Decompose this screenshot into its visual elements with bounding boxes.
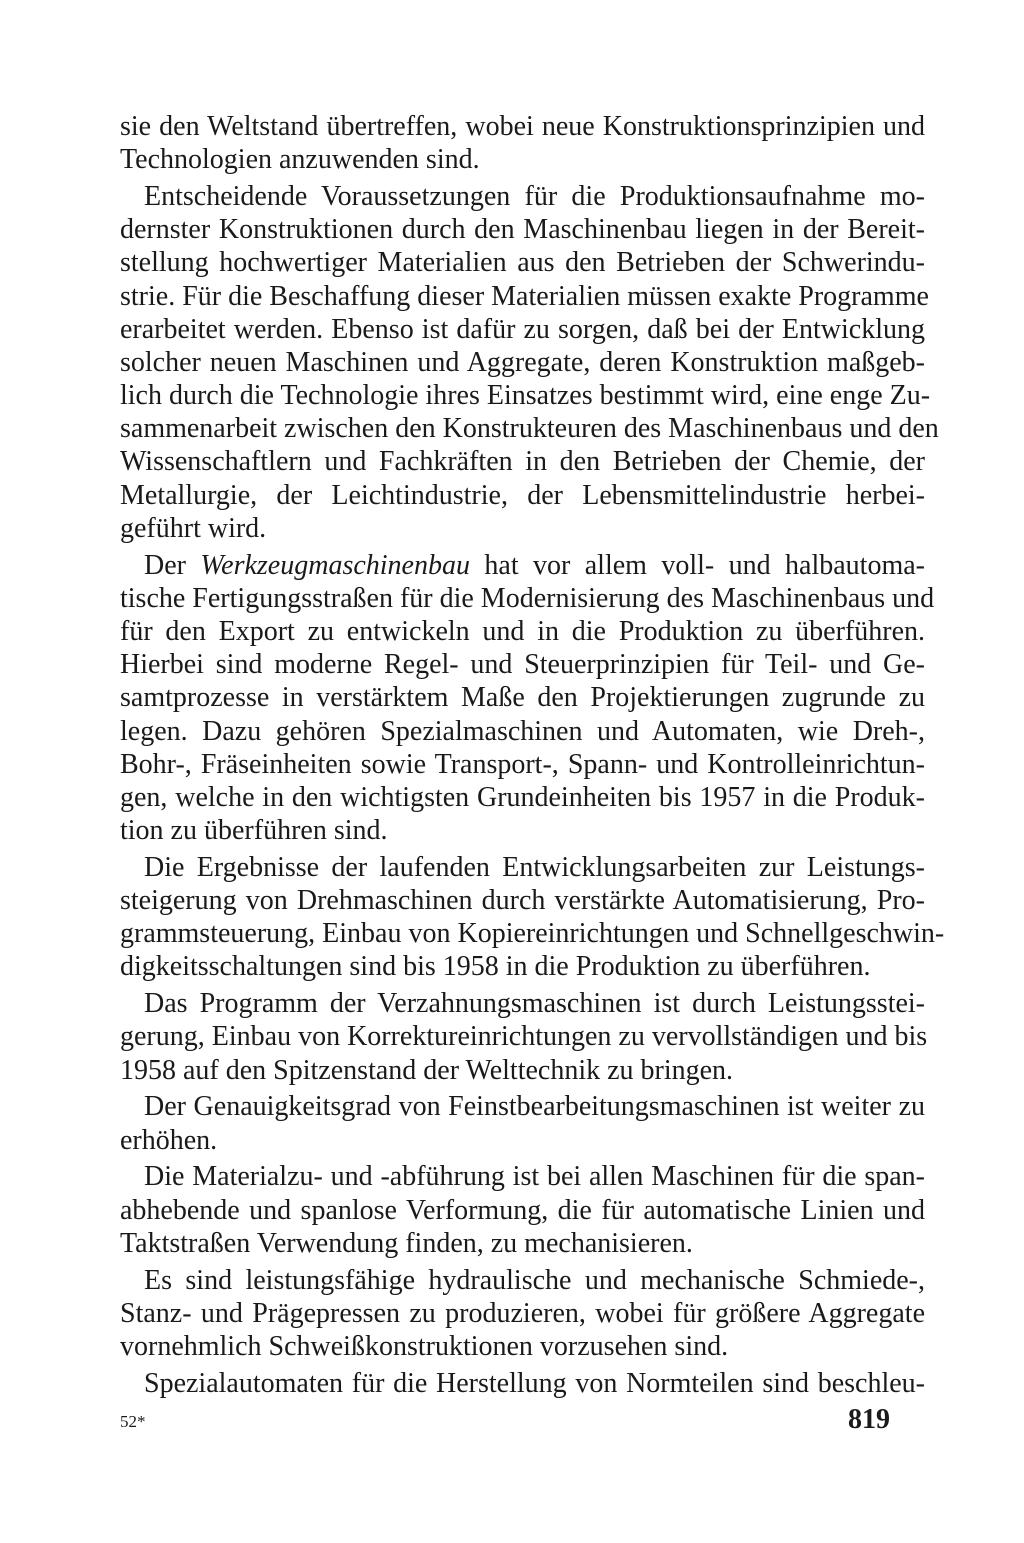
page-number: 819 — [848, 1404, 890, 1435]
text-line: Die Materialzu- und -abführung ist bei allen Maschinen für die span- — [144, 1161, 925, 1193]
text-line: stellung hochwertiger Materialien aus den Betrieben der Schwerindu- — [120, 247, 925, 279]
text-line — [120, 549, 925, 582]
lead-rest: hat vor allem voll- und halbautoma- — [469, 549, 925, 581]
text-line: Taktstraßen Verwendung finden, zu mechanisieren. — [120, 1227, 693, 1259]
text-line: sie den Weltstand übertreffen, wobei neue Konstruktionsprinzipien und — [120, 111, 925, 142]
text-line: Der Genauigkeitsgrad von Feinstbearbeitungsmaschinen ist weiter zu — [144, 1091, 925, 1123]
paragraph-2 — [120, 180, 939, 545]
paragraph-6 — [120, 1090, 925, 1156]
text-line: erhöhen. — [120, 1124, 218, 1156]
paragraph-3 — [120, 549, 935, 848]
body-text — [120, 110, 945, 1403]
text-line: lich durch die Technologie ihres Einsatzes bestimmt wird, eine enge Zu- — [120, 380, 931, 412]
text-line: Es sind leistungsfähige hydraulische und mechanische Schmiede-, — [144, 1264, 925, 1296]
text-line: abhebende und spanlose Verformung, die für automatische Linien und — [120, 1194, 925, 1226]
paragraph-1 — [120, 110, 925, 176]
paragraph-8 — [120, 1264, 925, 1364]
paragraph-4 — [120, 851, 945, 984]
text-line: sammenarbeit zwischen den Konstrukteuren des Maschinenbaus und den — [120, 413, 939, 445]
text-line: tion zu überführen sind. — [120, 815, 388, 847]
text-line: grammsteuerung, Einbau von Kopiereinrichtungen und Schnellgeschwin- — [120, 918, 945, 950]
text-line: digkeitsschaltungen sind bis 1958 in die Produktion zu überführen. — [120, 951, 871, 983]
text-line: gerung, Einbau von Korrektureinrichtungen zu vervollständigen und bis — [120, 1021, 928, 1053]
text-line: legen. Dazu gehören Spezialmaschinen und Automaten, wie Dreh-, — [120, 715, 925, 747]
emphasis-werkzeugmaschinenbau: Werkzeugmaschinenbau — [200, 549, 470, 581]
text-line: erarbeitet werden. Ebenso ist dafür zu sorgen, daß bei der Entwicklung — [120, 313, 925, 345]
text-line: für den Export zu entwickeln und in die Produktion zu überführen. — [120, 616, 925, 647]
text-line: dernster Konstruktionen durch den Maschinenbau liegen in der Bereit- — [120, 214, 925, 246]
signature-mark: 52* — [120, 1412, 146, 1431]
text-line: 1958 auf den Spitzenstand der Welttechnik zu bringen. — [120, 1054, 734, 1086]
text-line: Stanz- und Prägepressen zu produzieren, wobei für größere Aggregate — [120, 1297, 925, 1329]
lead-plain: Der — [144, 549, 201, 581]
text-line: steigerung von Drehmaschinen durch verstärkte Automatisierung, Pro- — [120, 885, 925, 917]
text-line: Die Ergebnisse der laufenden Entwicklungsarbeiten zur Leistungs- — [144, 851, 925, 883]
text-line: geführt wird. — [120, 512, 267, 544]
text-line: gen, welche in den wichtigsten Grundeinheiten bis 1957 in die Produk- — [120, 781, 925, 813]
text-line: tische Fertigungsstraßen für die Modernisierung des Maschinenbaus und — [120, 582, 935, 614]
text-line: Entscheidende Voraussetzungen für die Produktionsaufnahme mo- — [144, 180, 925, 212]
paragraph-5 — [120, 987, 928, 1087]
text-line: Metallurgie, der Leichtindustrie, der Lebensmittelindustrie herbei- — [120, 479, 925, 511]
text-line: vornehmlich Schweißkonstruktionen vorzusehen sind. — [120, 1330, 729, 1362]
text-line: Das Programm der Verzahnungsmaschinen ist durch Leistungsstei- — [144, 988, 925, 1020]
text-line: Bohr-, Fräseinheiten sowie Transport-, Spann- und Kontrolleinrichtun- — [120, 748, 925, 780]
text-line: Technologien anzuwenden sind. — [120, 144, 480, 176]
text-line: Spezialautomaten für die Herstellung von Normteilen sind beschleu- — [144, 1367, 925, 1399]
text-line: Hierbei sind moderne Regel- und Steuerprinzipien für Teil- und Ge- — [120, 649, 925, 681]
text-line: samtprozesse in verstärktem Maße den Projektierungen zugrunde zu — [120, 682, 925, 714]
text-line: solcher neuen Maschinen und Aggregate, deren Konstruktion maßgeb- — [120, 346, 925, 378]
paragraph-7 — [120, 1160, 925, 1260]
text-line: strie. Für die Beschaffung dieser Materialien müssen exakte Programme — [120, 280, 929, 312]
text-line: Wissenschaftlern und Fachkräften in den Betrieben der Chemie, der — [120, 446, 925, 478]
paragraph-9 — [120, 1367, 925, 1400]
